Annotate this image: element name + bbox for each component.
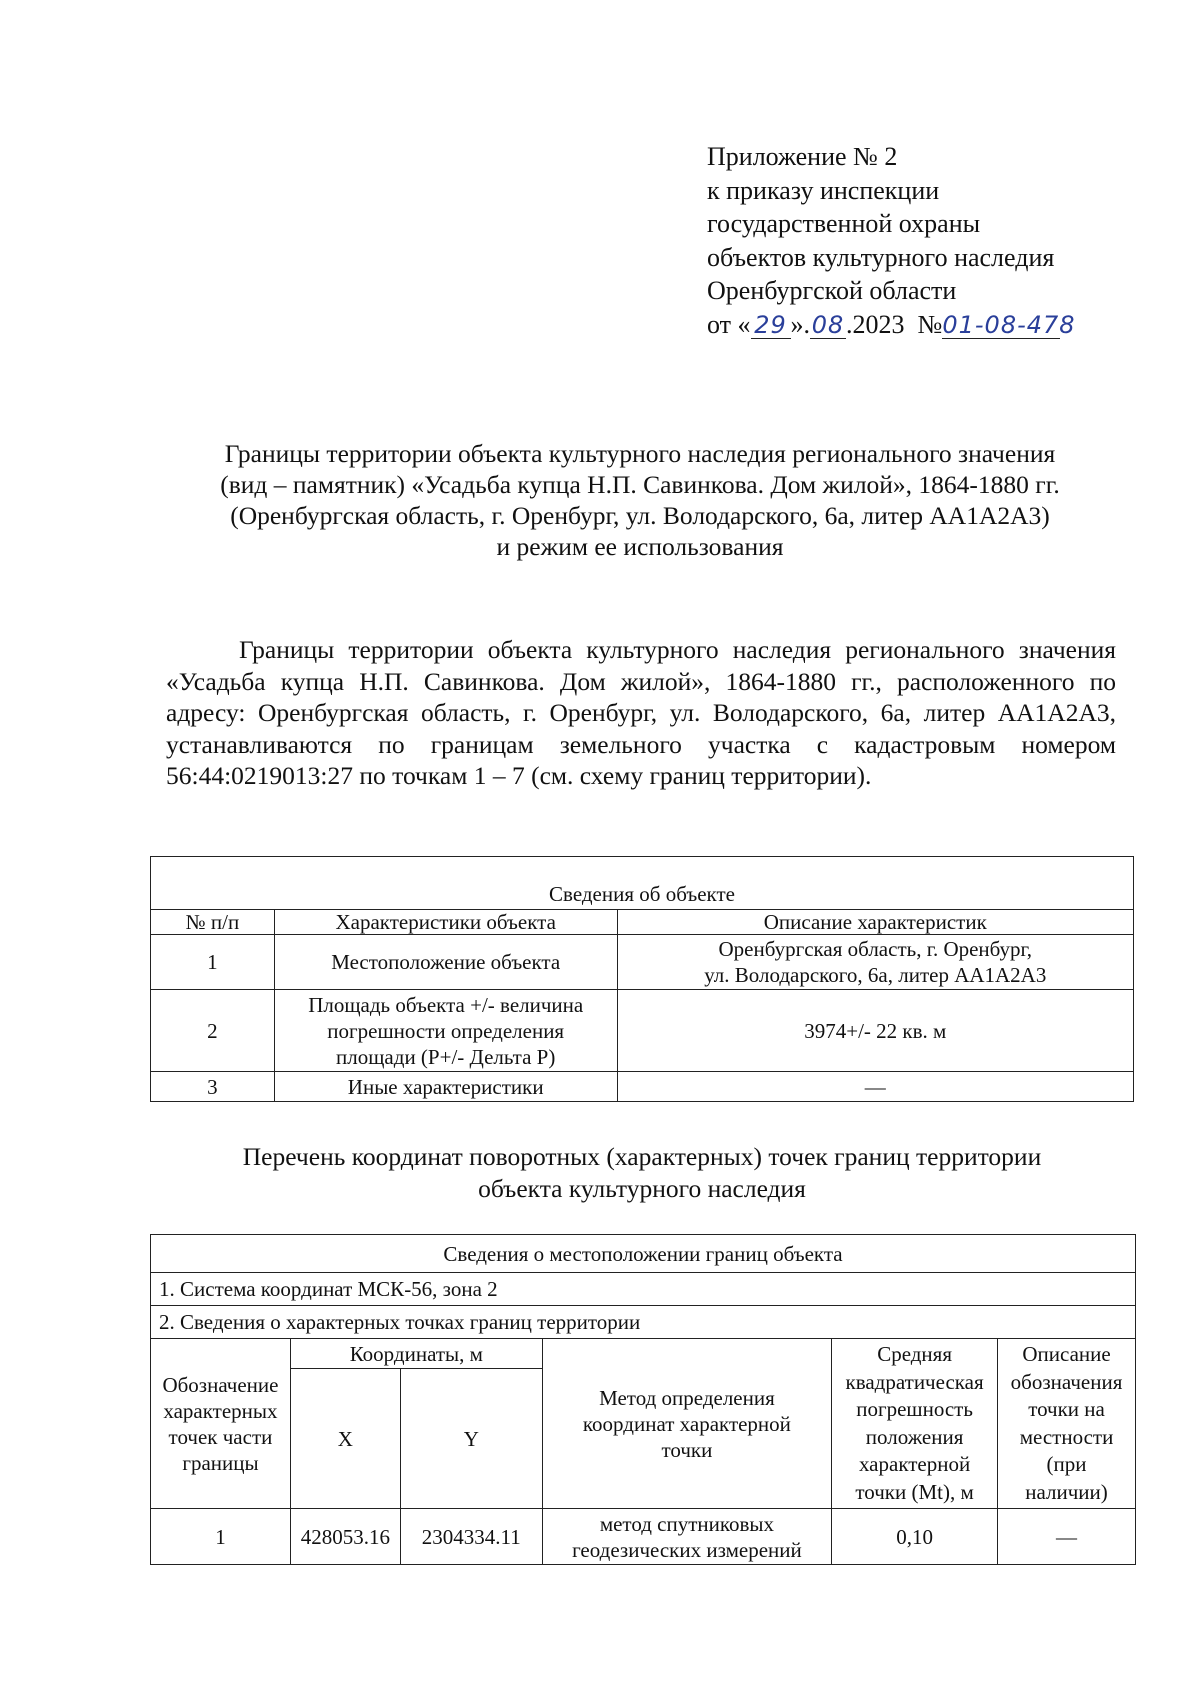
date-mid: ». [790, 309, 811, 339]
name-line: Площадь объекта +/- величина [308, 992, 584, 1017]
object-info-table [150, 856, 1134, 1102]
header-line: Описание [1022, 1342, 1111, 1366]
header-x: X [290, 1369, 400, 1509]
coords-table-caption: Сведения о местоположении границ объекта [151, 1235, 1136, 1273]
row-number: 1 [151, 935, 275, 990]
characteristic-description [617, 935, 1133, 990]
date-day-field [751, 312, 791, 339]
object-table-caption: Сведения об объекте [151, 857, 1134, 910]
header-line: характерной [858, 1452, 971, 1476]
header-line: координат характерной [582, 1411, 791, 1436]
point-number: 1 [151, 1509, 291, 1565]
number-prefix: № [917, 309, 943, 339]
boundary-paragraph: Границы территории объекта культурного наследия регионального значения «Усадьба купца Н.П. Савинкова. Дом жилой», 1864-1880 гг., расположенного по адресу: Оренбургская область, г. Оренбург, ул. Володарского, 6а, литер АА1А2А3, устанавливаются по границам земельного участка с кадастровым номером 56:44:0219013:27 по точкам 1 – 7 (см. схему границ территории). [166, 635, 1116, 790]
section-title-line: Перечень координат поворотных (характерных) точек границ территории [242, 1142, 1042, 1171]
boundary-points-heading: 2. Сведения о характерных точках границ территории [151, 1306, 1136, 1339]
characteristic-name [274, 990, 617, 1072]
column-header: № п/п [151, 910, 275, 935]
header-designation [151, 1339, 291, 1509]
desc-line: ул. Володарского, 6а, литер АА1А2А3 [704, 963, 1047, 987]
header-line: (при [1046, 1452, 1087, 1476]
appendix-line: к приказу инспекции [707, 175, 940, 205]
handwritten-day: 29 [754, 310, 787, 339]
column-header: Описание характеристик [617, 910, 1133, 935]
header-line: местности [1019, 1424, 1114, 1449]
appendix-date-line [707, 308, 1076, 342]
header-line: обозначения [1010, 1369, 1123, 1394]
name-line: погрешности определения [327, 1018, 565, 1043]
date-prefix: от « [707, 309, 751, 339]
date-year: .2023 [846, 309, 905, 339]
row-number: 2 [151, 990, 275, 1072]
method-line: метод спутниковых [599, 1511, 775, 1536]
handwritten-number: 01-08-478 [942, 310, 1076, 339]
boundary-description [166, 634, 1116, 792]
title-line: (вид – памятник) «Усадьба купца Н.П. Савинкова. Дом жилой», 1864-1880 гг. [220, 470, 1060, 499]
appendix-line: объектов культурного наследия [707, 242, 1055, 272]
column-header: Характеристики объекта [274, 910, 617, 935]
header-line: Метод определения [599, 1385, 775, 1410]
coord-x: 428053.16 [290, 1509, 400, 1565]
method [542, 1509, 831, 1565]
header-line: Средняя [877, 1342, 952, 1366]
document-title [150, 438, 1130, 562]
header-line: точки на [1028, 1397, 1105, 1421]
date-month-field [810, 312, 846, 339]
characteristic-name: Иные характеристики [274, 1072, 617, 1102]
header-coordinates: Координаты, м [290, 1339, 542, 1369]
header-method [542, 1339, 831, 1509]
coordinates-section-title [150, 1141, 1134, 1205]
appendix-line: Приложение № 2 [707, 142, 898, 171]
characteristic-description: — [617, 1072, 1133, 1102]
appendix-header [707, 140, 1076, 341]
header-line: наличии) [1025, 1479, 1108, 1504]
header-line: характерных [163, 1398, 278, 1423]
header-y: Y [400, 1369, 542, 1509]
appendix-line: государственной охраны [707, 209, 981, 238]
order-number-field [942, 310, 1076, 339]
title-line: Границы территории объекта культурного наследия регионального значения [224, 439, 1056, 468]
table-row [151, 1072, 1134, 1102]
section-title-line: объекта культурного наследия [478, 1174, 806, 1203]
characteristic-description: 3974+/- 22 кв. м [617, 990, 1133, 1072]
header-line: положения [865, 1424, 964, 1449]
row-number: 3 [151, 1072, 275, 1102]
title-line: (Оренбургская область, г. Оренбург, ул. Володарского, 6а, литер АА1А2А3) [230, 501, 1050, 530]
header-line: границы [182, 1450, 259, 1475]
table-row [151, 1509, 1136, 1565]
handwritten-month: 08 [811, 310, 845, 339]
header-line: погрешность [856, 1397, 973, 1421]
coordinates-table [150, 1234, 1136, 1565]
header-line: точек части [168, 1424, 273, 1449]
header-line: точки [661, 1437, 713, 1462]
desc-line: Оренбургская область, г. Оренбург, [718, 937, 1033, 961]
characteristic-name: Местоположение объекта [274, 935, 617, 990]
coord-y: 2304334.11 [400, 1509, 542, 1565]
header-point-description [998, 1339, 1136, 1509]
table-row [151, 990, 1134, 1072]
coordinate-system: 1. Система координат МСК-56, зона 2 [151, 1273, 1136, 1306]
appendix-line: Оренбургской области [707, 276, 957, 305]
table-row [151, 935, 1134, 990]
header-line: Обозначение [162, 1372, 279, 1397]
name-line: площади (Р+/- Дельта Р) [336, 1044, 556, 1069]
header-line: квадратическая [845, 1369, 984, 1394]
point-description: — [998, 1509, 1136, 1565]
header-mean-error [832, 1339, 998, 1509]
header-line: точки (Mt), м [855, 1479, 974, 1504]
title-line: и режим ее использования [496, 532, 784, 561]
mean-error: 0,10 [832, 1509, 998, 1565]
method-line: геодезических измерений [572, 1537, 802, 1562]
